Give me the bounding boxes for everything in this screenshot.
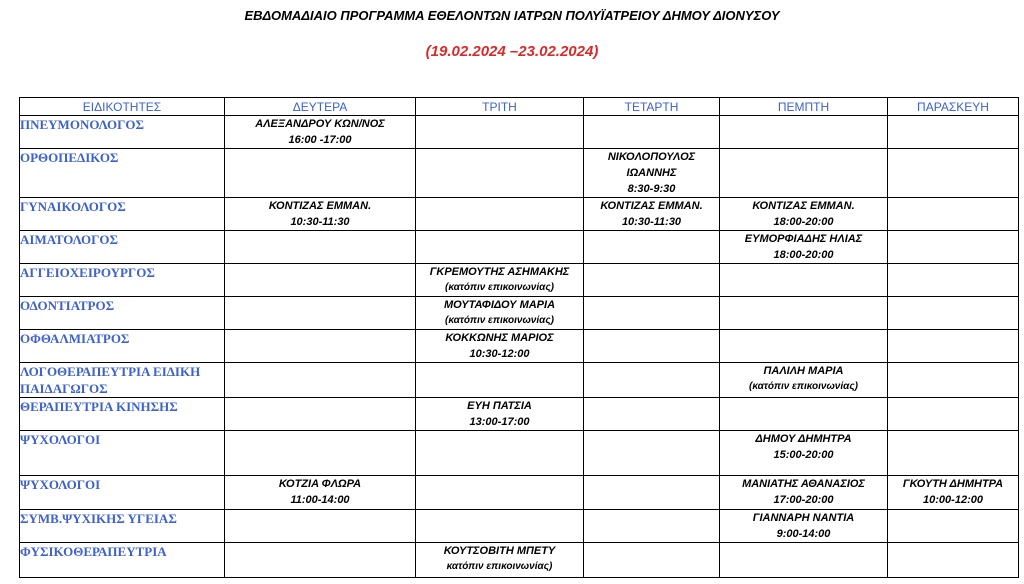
schedule-cell-monday xyxy=(225,543,416,578)
table-row xyxy=(20,116,1019,149)
schedule-body xyxy=(20,116,1019,578)
specialty-cell: ΨΥΧΟΛΟΓΟΙ xyxy=(20,476,225,510)
schedule-cell-wednesday xyxy=(584,363,720,398)
header-tuesday: ΤΡΙΤΗ xyxy=(416,98,584,116)
schedule-cell-friday xyxy=(888,149,1019,198)
page-title: ΕΒΔΟΜΑΔΙΑΙΟ ΠΡΟΓΡΑΜΜΑ ΕΘΕΛΟΝΤΩΝ ΙΑΤΡΩΝ ΠΟΛΥΪΑΤΡΕΙΟΥ ΔΗΜΟΥ ΔΙΟΝΥΣΟΥ xyxy=(244,8,780,23)
cell-detail: 17:00-20:00 xyxy=(773,494,834,506)
doctor-name: ΓΙΑΝΝΑΡΗ ΝΑΝΤΙΑ xyxy=(752,512,855,524)
schedule-cell-wednesday xyxy=(584,116,720,149)
schedule-cell-wednesday xyxy=(584,297,720,330)
specialty-cell: ΑΓΓΕΙΟΧΕΙΡΟΥΡΓΟΣ xyxy=(20,264,225,297)
schedule-cell-wednesday xyxy=(584,476,720,510)
cell-detail: 15:00-20:00 xyxy=(773,449,834,461)
header-specialties: ΕΙΔΙΚΟΤΗΤΕΣ xyxy=(20,98,225,116)
schedule-cell-thursday xyxy=(720,116,888,149)
cell-detail: 18:00-20:00 xyxy=(773,216,834,228)
cell-detail: 16:00 -17:00 xyxy=(288,134,352,146)
schedule-cell-tuesday xyxy=(416,330,584,363)
schedule-cell-friday xyxy=(888,431,1019,476)
schedule-cell-thursday xyxy=(720,149,888,198)
table-row xyxy=(20,149,1019,198)
schedule-cell-tuesday xyxy=(416,476,584,510)
header-row xyxy=(20,98,1019,116)
schedule-cell-tuesday xyxy=(416,198,584,231)
doctor-name: ΚΟΝΤΙΖΑΣ ΕΜΜΑΝ. xyxy=(600,200,703,212)
doctor-name: ΙΩΑΝΝΗΣ xyxy=(626,167,677,179)
schedule-cell-monday xyxy=(225,264,416,297)
specialty-cell: ΛΟΓΟΘΕΡΑΠΕΥΤΡΙΑ ΕΙΔΙΚΗ ΠΑΙΔΑΓΩΓΟΣ xyxy=(20,363,225,398)
schedule-cell-friday xyxy=(888,510,1019,543)
schedule-cell-wednesday xyxy=(584,431,720,476)
schedule-cell-tuesday xyxy=(416,398,584,431)
schedule-cell-thursday xyxy=(720,264,888,297)
schedule-cell-friday xyxy=(888,231,1019,264)
doctor-name: ΑΛΕΞΑΝΔΡΟΥ ΚΩΝ/ΝΟΣ xyxy=(255,118,385,130)
schedule-cell-tuesday xyxy=(416,297,584,330)
specialty-cell: ΟΦΘΑΛΜΙΑΤΡΟΣ xyxy=(20,330,225,363)
schedule-cell-thursday xyxy=(720,231,888,264)
doctor-name: ΚΟΤΖΙΑ ΦΛΩΡΑ xyxy=(278,478,362,490)
doctor-name: ΠΑΛΙΛΗ ΜΑΡΙΑ xyxy=(763,365,844,377)
doctor-name: ΕΥΜΟΡΦΙΑΔΗΣ ΗΛΙΑΣ xyxy=(744,233,863,245)
cell-detail: 8:30-9:30 xyxy=(627,183,676,195)
doctor-name: ΔΗΜΟΥ ΔΗΜΗΤΡΑ xyxy=(755,433,852,445)
cell-detail: 18:00-20:00 xyxy=(773,249,834,261)
schedule-cell-wednesday xyxy=(584,149,720,198)
doctor-name: ΚΟΚΚΩΝΗΣ ΜΑΡΙΟΣ xyxy=(445,332,554,344)
table-row xyxy=(20,431,1019,476)
schedule-cell-monday xyxy=(225,431,416,476)
schedule-cell-monday xyxy=(225,297,416,330)
schedule-cell-wednesday xyxy=(584,510,720,543)
schedule-cell-tuesday xyxy=(416,116,584,149)
schedule-cell-tuesday xyxy=(416,363,584,398)
schedule-cell-tuesday xyxy=(416,149,584,198)
schedule-cell-thursday xyxy=(720,398,888,431)
schedule-cell-wednesday xyxy=(584,231,720,264)
doctor-name: ΚΟΝΤΙΖΑΣ ΕΜΜΑΝ. xyxy=(752,200,855,212)
table-row xyxy=(20,398,1019,431)
doctor-name: ΓΚΟΥΤΗ ΔΗΜΗΤΡΑ xyxy=(902,478,1004,490)
doctor-name: ΚΟΥΤΣΟΒΙΤΗ ΜΠΕΤΥ xyxy=(443,545,556,557)
specialty-cell: ΟΔΟΝΤΙΑΤΡΟΣ xyxy=(20,297,225,330)
cell-detail: (κατόπιν επικοινωνίας) xyxy=(748,381,859,392)
doctor-name: ΝΙΚΟΛΟΠΟΥΛΟΣ xyxy=(607,151,696,163)
schedule-cell-friday xyxy=(888,297,1019,330)
schedule-cell-tuesday xyxy=(416,264,584,297)
header-monday: ΔΕΥΤΕΡΑ xyxy=(225,98,416,116)
table-row xyxy=(20,330,1019,363)
table-row xyxy=(20,198,1019,231)
schedule-cell-wednesday xyxy=(584,264,720,297)
header-friday: ΠΑΡΑΣΚΕΥΗ xyxy=(888,98,1019,116)
table-row xyxy=(20,231,1019,264)
table-row xyxy=(20,363,1019,398)
table-row xyxy=(20,476,1019,510)
schedule-cell-wednesday xyxy=(584,330,720,363)
specialty-cell: ΦΥΣΙΚΟΘΕΡΑΠΕΥΤΡΙΑ xyxy=(20,543,225,578)
schedule-cell-monday xyxy=(225,363,416,398)
schedule-cell-friday xyxy=(888,398,1019,431)
schedule-cell-tuesday xyxy=(416,231,584,264)
schedule-cell-monday xyxy=(225,510,416,543)
specialty-cell: ΓΥΝΑΙΚΟΛΟΓΟΣ xyxy=(20,198,225,231)
cell-detail: (κατόπιν επικοινωνίας) xyxy=(444,282,555,293)
schedule-cell-monday xyxy=(225,149,416,198)
doctor-name: ΓΚΡΕΜΟΥΤΗΣ ΑΣΗΜΑΚΗΣ xyxy=(429,266,570,278)
cell-detail: 9:00-14:00 xyxy=(776,528,831,540)
cell-detail: κατόπιν επικοινωνίας) xyxy=(446,561,553,572)
schedule-cell-tuesday xyxy=(416,510,584,543)
schedule-cell-thursday xyxy=(720,330,888,363)
schedule-cell-friday xyxy=(888,543,1019,578)
specialty-cell: ΠΝΕΥΜΟΝΟΛΟΓΟΣ xyxy=(20,116,225,149)
table-row xyxy=(20,543,1019,578)
schedule-cell-monday xyxy=(225,116,416,149)
schedule-cell-monday xyxy=(225,476,416,510)
schedule-cell-friday xyxy=(888,264,1019,297)
header-wednesday: ΤΕΤΑΡΤΗ xyxy=(584,98,720,116)
doctor-name: ΚΟΝΤΙΖΑΣ ΕΜΜΑΝ. xyxy=(268,200,372,212)
schedule-cell-monday xyxy=(225,330,416,363)
specialty-cell: ΘΕΡΑΠΕΥΤΡΙΑ ΚΙΝΗΣΗΣ xyxy=(20,398,225,431)
schedule-cell-thursday xyxy=(720,297,888,330)
doctor-name: ΜΟΥΤΑΦΙΔΟΥ ΜΑΡΙΑ xyxy=(443,299,556,311)
doctor-name: ΜΑΝΙΑΤΗΣ ΑΘΑΝΑΣΙΟΣ xyxy=(742,478,865,490)
schedule-cell-thursday xyxy=(720,476,888,510)
schedule-cell-monday xyxy=(225,231,416,264)
schedule-cell-friday xyxy=(888,198,1019,231)
cell-detail: 10:00-12:00 xyxy=(923,494,983,506)
cell-detail: 11:00-14:00 xyxy=(290,494,350,506)
schedule-cell-friday xyxy=(888,363,1019,398)
cell-detail: 13:00-17:00 xyxy=(469,416,530,428)
schedule-cell-wednesday xyxy=(584,543,720,578)
schedule-cell-tuesday xyxy=(416,543,584,578)
table-row xyxy=(20,264,1019,297)
schedule-cell-thursday xyxy=(720,198,888,231)
schedule-cell-monday xyxy=(225,198,416,231)
schedule-cell-thursday xyxy=(720,543,888,578)
schedule-cell-tuesday xyxy=(416,431,584,476)
schedule-cell-friday xyxy=(888,330,1019,363)
cell-detail: 10:30-11:30 xyxy=(290,216,350,228)
header-thursday: ΠΕΜΠΤΗ xyxy=(720,98,888,116)
specialty-cell: ΣΥΜΒ.ΨΥΧΙΚΗΣ ΥΓΕΙΑΣ xyxy=(20,510,225,543)
specialty-cell: ΑΙΜΑΤΟΛΟΓΟΣ xyxy=(20,231,225,264)
schedule-cell-wednesday xyxy=(584,198,720,231)
schedule-cell-monday xyxy=(225,398,416,431)
specialty-cell: ΨΥΧΟΛΟΓΟΙ xyxy=(20,431,225,476)
schedule-cell-thursday xyxy=(720,510,888,543)
schedule-table xyxy=(19,97,1019,578)
cell-detail: (κατόπιν επικοινωνίας) xyxy=(444,315,555,326)
cell-detail: 10:30-12:00 xyxy=(469,348,530,360)
schedule-cell-thursday xyxy=(720,431,888,476)
schedule-cell-thursday xyxy=(720,363,888,398)
doctor-name: ΕΥΗ ΠΑΤΣΙΑ xyxy=(467,400,532,412)
schedule-cell-friday xyxy=(888,116,1019,149)
specialty-cell: ΟΡΘΟΠΕΔΙΚΟΣ xyxy=(20,149,225,198)
date-range: (19.02.2024 –23.02.2024) xyxy=(425,43,599,60)
schedule-cell-wednesday xyxy=(584,398,720,431)
schedule-cell-friday xyxy=(888,476,1019,510)
table-row xyxy=(20,297,1019,330)
table-row xyxy=(20,510,1019,543)
cell-detail: 10:30-11:30 xyxy=(621,216,682,228)
